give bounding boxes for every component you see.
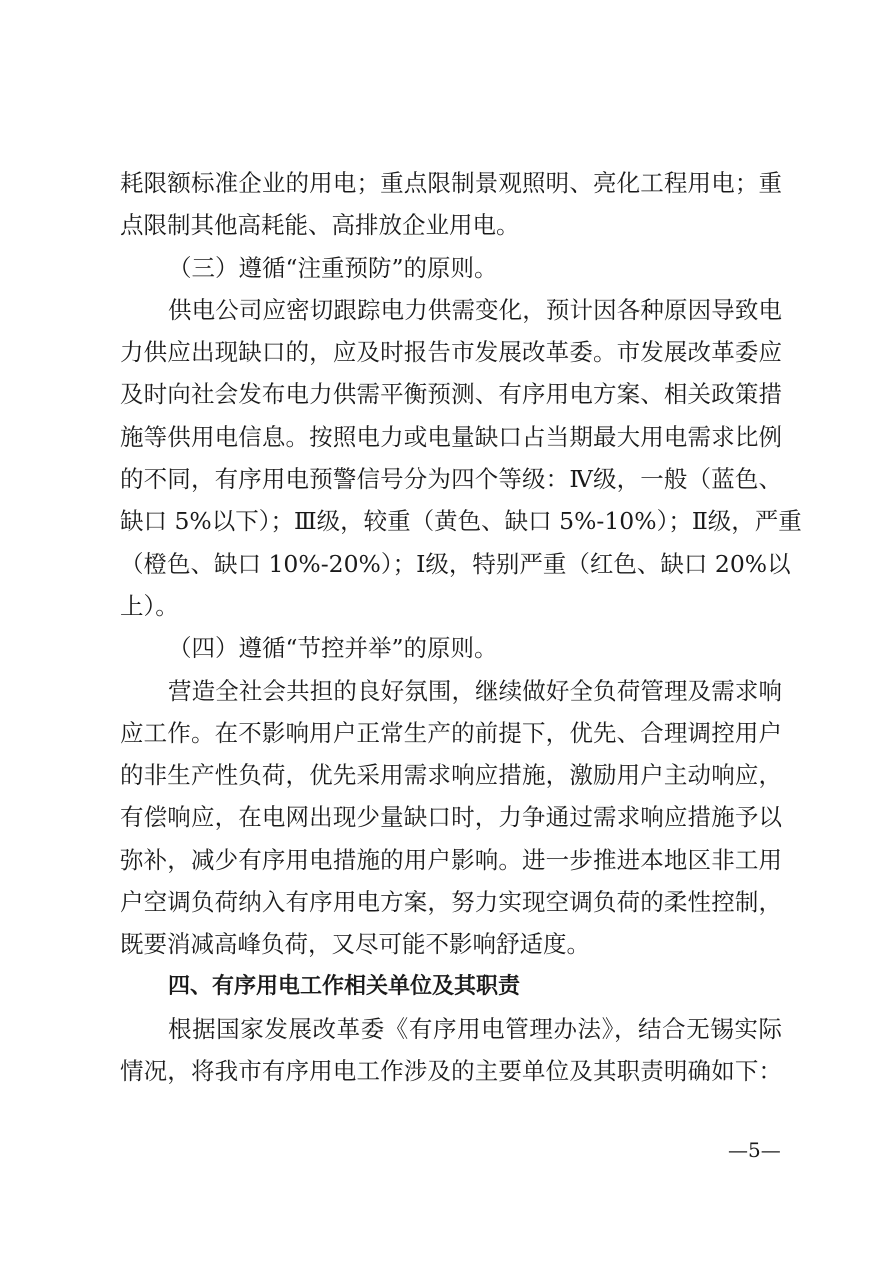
subsection-heading: （四）遵循“节控并举”的原则。	[168, 634, 498, 663]
text-line: 既要消减高峰负荷，又尽可能不影响舒适度。	[120, 930, 590, 959]
text-line: 及时向社会发布电力供需平衡预测、有序用电方案、相关政策措	[120, 380, 782, 409]
subsection-heading: （三）遵循“注重预防”的原则。	[168, 253, 498, 282]
text-line: 应工作。在不影响用户正常生产的前提下，优先、合理调控用户	[120, 718, 782, 747]
text-line: 情况，将我市有序用电工作涉及的主要单位及其职责明确如下：	[120, 1057, 782, 1086]
text-line: 的不同，有序用电预警信号分为四个等级：Ⅳ级，一般（蓝色、	[120, 465, 782, 494]
document-body	[120, 162, 802, 1093]
page-number: —5—	[728, 1138, 781, 1162]
text-line: 供电公司应密切跟踪电力供需变化，预计因各种原因导致电	[168, 295, 782, 324]
text-line: 有偿响应，在电网出现少量缺口时，力争通过需求响应措施予以	[120, 803, 782, 832]
text-line: 施等供用电信息。按照电力或电量缺口占当期最大用电需求比例	[120, 422, 782, 451]
text-line: 耗限额标准企业的用电；重点限制景观照明、亮化工程用电；重	[120, 169, 782, 197]
text-line: 弥补，减少有序用电措施的用户影响。进一步推进本地区非工用	[120, 845, 782, 874]
text-line: 点限制其他高耗能、高排放企业用电。	[120, 211, 520, 240]
text-line: 根据国家发展改革委《有序用电管理办法》，结合无锡实际	[168, 1014, 782, 1043]
text-line: 上）。	[120, 591, 179, 620]
text-line: （橙色、缺口 10%-20%）；Ⅰ级，特别严重（红色、缺口 20%以	[120, 549, 791, 578]
text-line: 缺口 5%以下）；Ⅲ级，较重（黄色、缺口 5%-10%）；Ⅱ级，严重	[120, 507, 802, 536]
section-heading: 四、有序用电工作相关单位及其职责	[168, 973, 521, 999]
text-line: 力供应出现缺口的，应及时报告市发展改革委。市发展改革委应	[120, 338, 782, 367]
text-line: 营造全社会共担的良好氛围，继续做好全负荷管理及需求响	[168, 676, 782, 705]
text-line: 户空调负荷纳入有序用电方案，努力实现空调负荷的柔性控制，	[120, 888, 782, 917]
text-line: 的非生产性负荷，优先采用需求响应措施，激励用户主动响应，	[120, 761, 782, 790]
